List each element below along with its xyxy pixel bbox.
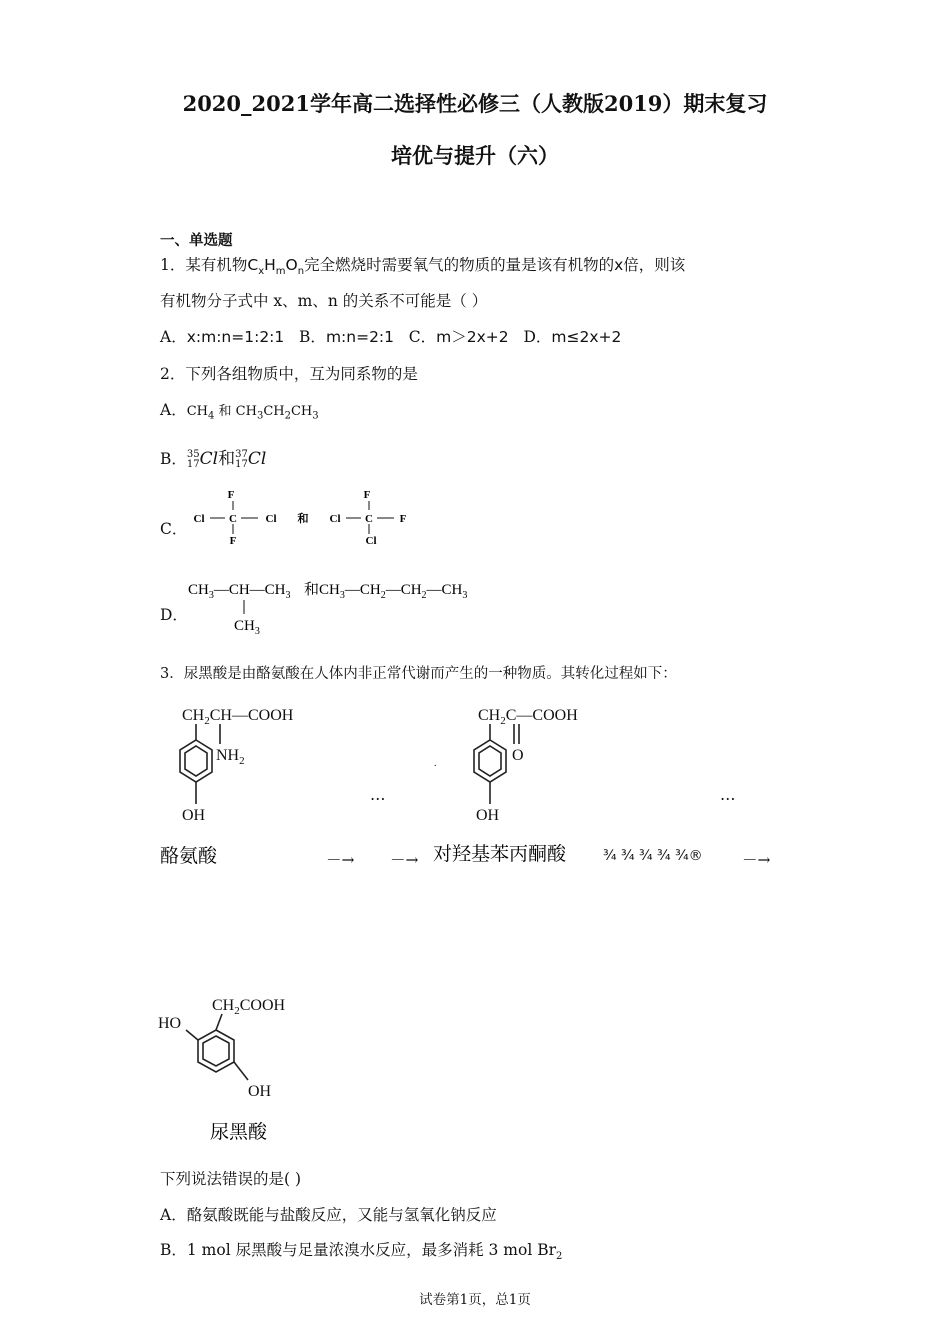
q1-options: A．x:m:n=1:2:1 B．m:n=2:1 C．m＞2x+2 D．m≤2x+2 (160, 328, 622, 346)
c-he: 和 (297, 513, 309, 525)
svg-text:OH: OH (248, 1083, 272, 1100)
d-left-ch3-a: $CH_3—CH—CH_3$ (188, 582, 291, 601)
hppa-structure (430, 700, 620, 870)
q2-option-a: A．$CH_4$ 和 $CH_3CH_2CH_3$ (160, 401, 319, 422)
garbled-arrow: ¾ ¾ ¾ ¾ ¾® (603, 848, 703, 864)
q3-question: 下列说法错误的是( ) (160, 1170, 302, 1188)
q3-option-b: B．1 mol 尿黑酸与足量浓溴水反应，最多消耗 3 mol $Br_2$ (160, 1241, 563, 1263)
d-right: 和$CH_3—CH_2—CH_2—CH_3$ (304, 582, 468, 601)
title-line-1: 2020_2021学年高二选择性必修三（人教版2019）期末复习 (182, 91, 768, 116)
svg-text:CH2C—COOH: $CH_2C—COOH$ (478, 707, 578, 727)
q2-option-c-label: C． (160, 520, 188, 538)
d-left-branch: $CH_3$ (234, 618, 260, 637)
q2-option-c-structures (185, 488, 425, 548)
page-footer: 试卷第1页，总1页 (419, 1292, 531, 1308)
q2-option-b: B．35 17Cl和37 17Cl (160, 448, 267, 470)
svg-text:HO: HO (158, 1015, 182, 1032)
title-line-2: 培优与提升（六） (391, 143, 559, 168)
q3-option-a: A．酪氨酸既能与盐酸反应，又能与氢氧化钠反应 (160, 1206, 497, 1224)
svg-text:OH: OH (182, 807, 206, 824)
ellipsis-2: … (720, 786, 736, 804)
arrow-1: －→ (326, 851, 355, 869)
c-left-center: C (229, 513, 237, 525)
c-right-left: Cl (329, 513, 341, 525)
c-left-right: Cl (265, 513, 277, 525)
svg-text:CH2CH—COOH: $CH_2CH—COOH$ (182, 707, 294, 727)
homogentisic-structure (156, 990, 336, 1150)
svg-text:CH2COOH: $CH_2COOH$ (212, 997, 286, 1017)
svg-text:.: . (434, 758, 437, 769)
arrow-2: －→ (390, 851, 419, 869)
tyrosine-structure (160, 700, 340, 870)
c-right-right: F (399, 513, 407, 525)
c-left-left: Cl (193, 513, 205, 525)
q1-x: x (614, 256, 624, 274)
c-right-center: C (365, 513, 373, 525)
svg-text:OH: OH (476, 807, 500, 824)
c-left-bottom: F (229, 535, 237, 547)
svg-text:NH2: $NH_2$ (216, 747, 245, 767)
q1-number: 1． (160, 256, 186, 274)
q2-option-d-structures (188, 574, 488, 638)
tyrosine-name: 酪氨酸 (160, 846, 218, 867)
q2-option-d-label: D． (160, 606, 188, 624)
q1-stem-line2: 有机物分子式中 x、m、n 的关系不可能是（ ） (160, 292, 488, 310)
q1-stem-line1: 1．某有机物$C_xH_mO_n$完全燃烧时需要氧气的物质的量是该有机物的x倍，则该 (160, 256, 686, 278)
arrow-3: －→ (742, 851, 771, 869)
svg-text:O: O (512, 747, 524, 764)
q1-formula: $C_xH_mO_n$ (247, 256, 305, 278)
c-right-bottom: Cl (365, 535, 377, 547)
c-left-top: F (227, 489, 235, 501)
hppa-name: 对羟基苯丙酮酸 (433, 844, 567, 865)
homogentisic-name: 尿黑酸 (210, 1122, 268, 1143)
c-right-top: F (363, 489, 371, 501)
section-heading: 一、单选题 (160, 232, 233, 249)
ellipsis-1: … (370, 786, 386, 804)
q2-stem: 2．下列各组物质中，互为同系物的是 (160, 365, 418, 383)
q3-stem: 3．尿黑酸是由酪氨酸在人体内非正常代谢而产生的一种物质。其转化过程如下： (160, 666, 677, 682)
